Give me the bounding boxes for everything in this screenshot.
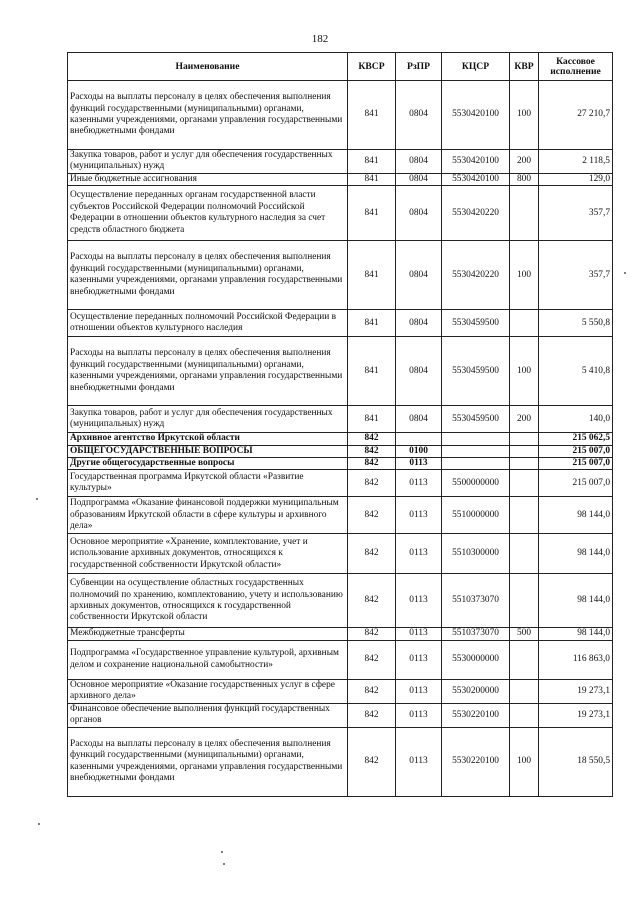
table-row xyxy=(68,574,613,628)
table-row xyxy=(68,241,613,310)
row-rzpr: 0113 xyxy=(396,574,442,628)
row-kvsr: 842 xyxy=(348,534,396,574)
header-name: Наименование xyxy=(68,53,348,81)
row-name: Осуществление переданных органам государственной власти субъектов Российской Федерации полномочий Российской Федерации в отношении объектов культурного наследия за счет средств областного бюджета xyxy=(68,186,348,241)
row-amount: 215 007,0 xyxy=(539,458,613,470)
row-kcsr: 5530000000 xyxy=(442,640,510,679)
row-amount: 98 144,0 xyxy=(539,497,613,534)
row-rzpr: 0804 xyxy=(396,241,442,310)
table-row xyxy=(68,679,613,703)
row-amount: 357,7 xyxy=(539,241,613,310)
row-rzpr: 0113 xyxy=(396,497,442,534)
row-kvsr: 841 xyxy=(348,173,396,185)
row-rzpr: 0804 xyxy=(396,337,442,406)
row-amount: 116 863,0 xyxy=(539,640,613,679)
row-kcsr: 5530420220 xyxy=(442,186,510,241)
row-rzpr xyxy=(396,433,442,445)
row-kvsr: 842 xyxy=(348,727,396,796)
page-number: 182 xyxy=(311,33,329,45)
row-kvr: 500 xyxy=(510,628,539,640)
row-rzpr: 0804 xyxy=(396,186,442,241)
row-name: Закупка товаров, работ и услуг для обеспечения государственных (муниципальных) нужд xyxy=(68,406,348,433)
row-kcsr xyxy=(442,458,510,470)
row-kcsr: 5530459500 xyxy=(442,337,510,406)
row-rzpr: 0113 xyxy=(396,458,442,470)
row-kcsr: 5530220100 xyxy=(442,727,510,796)
row-kvsr: 842 xyxy=(348,574,396,628)
row-amount: 215 062,5 xyxy=(539,433,613,445)
scan-speck xyxy=(624,272,626,274)
table-row xyxy=(68,150,613,174)
table-row xyxy=(68,433,613,445)
header-kcsr: КЦСР xyxy=(442,53,510,81)
row-amount: 357,7 xyxy=(539,186,613,241)
table-row xyxy=(68,186,613,241)
row-kcsr: 5530420100 xyxy=(442,81,510,150)
row-kvr xyxy=(510,497,539,534)
row-kvr xyxy=(510,679,539,703)
row-rzpr: 0113 xyxy=(396,534,442,574)
row-kvr: 200 xyxy=(510,406,539,433)
row-kvr xyxy=(510,574,539,628)
row-rzpr: 0113 xyxy=(396,703,442,727)
row-kcsr: 5530459500 xyxy=(442,406,510,433)
row-kcsr: 5530420100 xyxy=(442,173,510,185)
row-name: Расходы на выплаты персоналу в целях обеспечения выполнения функций государственными (муниципальными) органами, казенными учреждениями, органами управления государственными внебюджетными фондами xyxy=(68,241,348,310)
header-kvsr: КВСР xyxy=(348,53,396,81)
row-name: Архивное агентство Иркутской области xyxy=(68,433,348,445)
row-name: Расходы на выплаты персоналу в целях обеспечения выполнения функций государственными (муниципальными) органами, казенными учреждениями, органами управления государственными внебюджетными фондами xyxy=(68,337,348,406)
row-kvr xyxy=(510,534,539,574)
row-amount: 98 144,0 xyxy=(539,574,613,628)
row-kcsr: 5530220100 xyxy=(442,703,510,727)
row-amount: 98 144,0 xyxy=(539,534,613,574)
row-kvr: 800 xyxy=(510,173,539,185)
table-row xyxy=(68,470,613,497)
row-amount: 129,0 xyxy=(539,173,613,185)
row-kvr: 100 xyxy=(510,727,539,796)
row-amount: 5 550,8 xyxy=(539,310,613,337)
row-name: Подпрограмма «Государственное управление культурой, архивным делом и сохранение национальной самобытности» xyxy=(68,640,348,679)
budget-table xyxy=(67,52,613,797)
row-kvsr: 842 xyxy=(348,433,396,445)
row-name: Расходы на выплаты персоналу в целях обеспечения выполнения функций государственными (муниципальными) органами, казенными учреждениями, органами управления государственными внебюджетными фондами xyxy=(68,727,348,796)
row-kvsr: 841 xyxy=(348,337,396,406)
row-kcsr: 5530200000 xyxy=(442,679,510,703)
row-kvsr: 841 xyxy=(348,81,396,150)
row-name: Межбюджетные трансферты xyxy=(68,628,348,640)
row-kcsr: 5510373070 xyxy=(442,574,510,628)
row-kvr: 200 xyxy=(510,150,539,174)
row-amount: 19 273,1 xyxy=(539,679,613,703)
table-row xyxy=(68,406,613,433)
row-kcsr xyxy=(442,433,510,445)
row-rzpr: 0100 xyxy=(396,445,442,457)
row-amount: 2 118,5 xyxy=(539,150,613,174)
row-rzpr: 0113 xyxy=(396,470,442,497)
row-kvsr: 842 xyxy=(348,458,396,470)
row-kcsr: 5530459500 xyxy=(442,310,510,337)
row-kvr xyxy=(510,445,539,457)
row-kvsr: 842 xyxy=(348,640,396,679)
row-name: Иные бюджетные ассигнования xyxy=(68,173,348,185)
row-kvr: 100 xyxy=(510,241,539,310)
row-kvr xyxy=(510,640,539,679)
row-kcsr: 5530420100 xyxy=(442,150,510,174)
row-kvsr: 842 xyxy=(348,497,396,534)
row-amount: 18 550,5 xyxy=(539,727,613,796)
scan-speck xyxy=(36,498,38,500)
table-row xyxy=(68,445,613,457)
table-row xyxy=(68,458,613,470)
row-kcsr: 5510300000 xyxy=(442,534,510,574)
row-name: Государственная программа Иркутской области «Развитие культуры» xyxy=(68,470,348,497)
row-rzpr: 0804 xyxy=(396,173,442,185)
row-name: Финансовое обеспечение выполнения функций государственных органов xyxy=(68,703,348,727)
row-rzpr: 0113 xyxy=(396,628,442,640)
row-name: Осуществление переданных полномочий Российской Федерации в отношении объектов культурного наследия xyxy=(68,310,348,337)
table-row xyxy=(68,173,613,185)
row-name: Другие общегосударственные вопросы xyxy=(68,458,348,470)
row-rzpr: 0113 xyxy=(396,640,442,679)
row-rzpr: 0113 xyxy=(396,727,442,796)
row-name: Основное мероприятие «Хранение, комплектование, учет и использование архивных документов, относящихся к государственной собственности Иркутской области» xyxy=(68,534,348,574)
row-kvr xyxy=(510,186,539,241)
row-kvr xyxy=(510,433,539,445)
row-amount: 98 144,0 xyxy=(539,628,613,640)
row-amount: 140,0 xyxy=(539,406,613,433)
table-row xyxy=(68,534,613,574)
row-kvr xyxy=(510,470,539,497)
row-kvr xyxy=(510,458,539,470)
row-rzpr: 0804 xyxy=(396,150,442,174)
row-amount: 5 410,8 xyxy=(539,337,613,406)
scan-speck xyxy=(38,823,40,825)
row-rzpr: 0113 xyxy=(396,679,442,703)
row-amount: 215 007,0 xyxy=(539,445,613,457)
table-row xyxy=(68,81,613,150)
row-kvsr: 841 xyxy=(348,406,396,433)
row-kvsr: 842 xyxy=(348,470,396,497)
table-row xyxy=(68,727,613,796)
row-amount: 19 273,1 xyxy=(539,703,613,727)
row-kvr: 100 xyxy=(510,337,539,406)
row-name: Подпрограмма «Оказание финансовой поддержки муниципальным образованиям Иркутской области в сфере культуры и архивного дела» xyxy=(68,497,348,534)
row-kvr xyxy=(510,703,539,727)
row-name: Основное мероприятие «Оказание государственных услуг в сфере архивного дела» xyxy=(68,679,348,703)
table-row xyxy=(68,628,613,640)
row-rzpr: 0804 xyxy=(396,406,442,433)
row-kcsr: 5510373070 xyxy=(442,628,510,640)
scan-speck xyxy=(223,863,225,865)
row-kcsr: 5510000000 xyxy=(442,497,510,534)
table-body xyxy=(68,81,613,797)
row-kvsr: 841 xyxy=(348,241,396,310)
row-kvr: 100 xyxy=(510,81,539,150)
table-row xyxy=(68,497,613,534)
row-name: ОБЩЕГОСУДАРСТВЕННЫЕ ВОПРОСЫ xyxy=(68,445,348,457)
row-rzpr: 0804 xyxy=(396,81,442,150)
row-kvsr: 842 xyxy=(348,703,396,727)
table-row xyxy=(68,703,613,727)
table-row xyxy=(68,337,613,406)
row-rzpr: 0804 xyxy=(396,310,442,337)
row-kvsr: 842 xyxy=(348,445,396,457)
row-amount: 215 007,0 xyxy=(539,470,613,497)
table-header-row xyxy=(68,53,613,81)
row-kvsr: 841 xyxy=(348,186,396,241)
row-name: Закупка товаров, работ и услуг для обеспечения государственных (муниципальных) нужд xyxy=(68,150,348,174)
row-name: Расходы на выплаты персоналу в целях обеспечения выполнения функций государственными (муниципальными) органами, казенными учреждениями, органами управления государственными внебюджетными фондами xyxy=(68,81,348,150)
row-kcsr: 5530420220 xyxy=(442,241,510,310)
row-kvr xyxy=(510,310,539,337)
header-rzpr: РзПР xyxy=(396,53,442,81)
row-kvsr: 842 xyxy=(348,679,396,703)
table-row xyxy=(68,310,613,337)
header-execution: Кассовое исполнение xyxy=(539,53,613,81)
row-kvsr: 842 xyxy=(348,628,396,640)
row-name: Субвенции на осуществление областных государственных полномочий по хранению, комплектованию, учету и использованию архивных документов, относящихся к государственной собственности Иркутской области xyxy=(68,574,348,628)
row-kvsr: 841 xyxy=(348,150,396,174)
row-kcsr: 5500000000 xyxy=(442,470,510,497)
row-amount: 27 210,7 xyxy=(539,81,613,150)
row-kcsr xyxy=(442,445,510,457)
scan-speck xyxy=(221,851,223,853)
row-kvsr: 841 xyxy=(348,310,396,337)
table-row xyxy=(68,640,613,679)
header-kvr: КВР xyxy=(510,53,539,81)
